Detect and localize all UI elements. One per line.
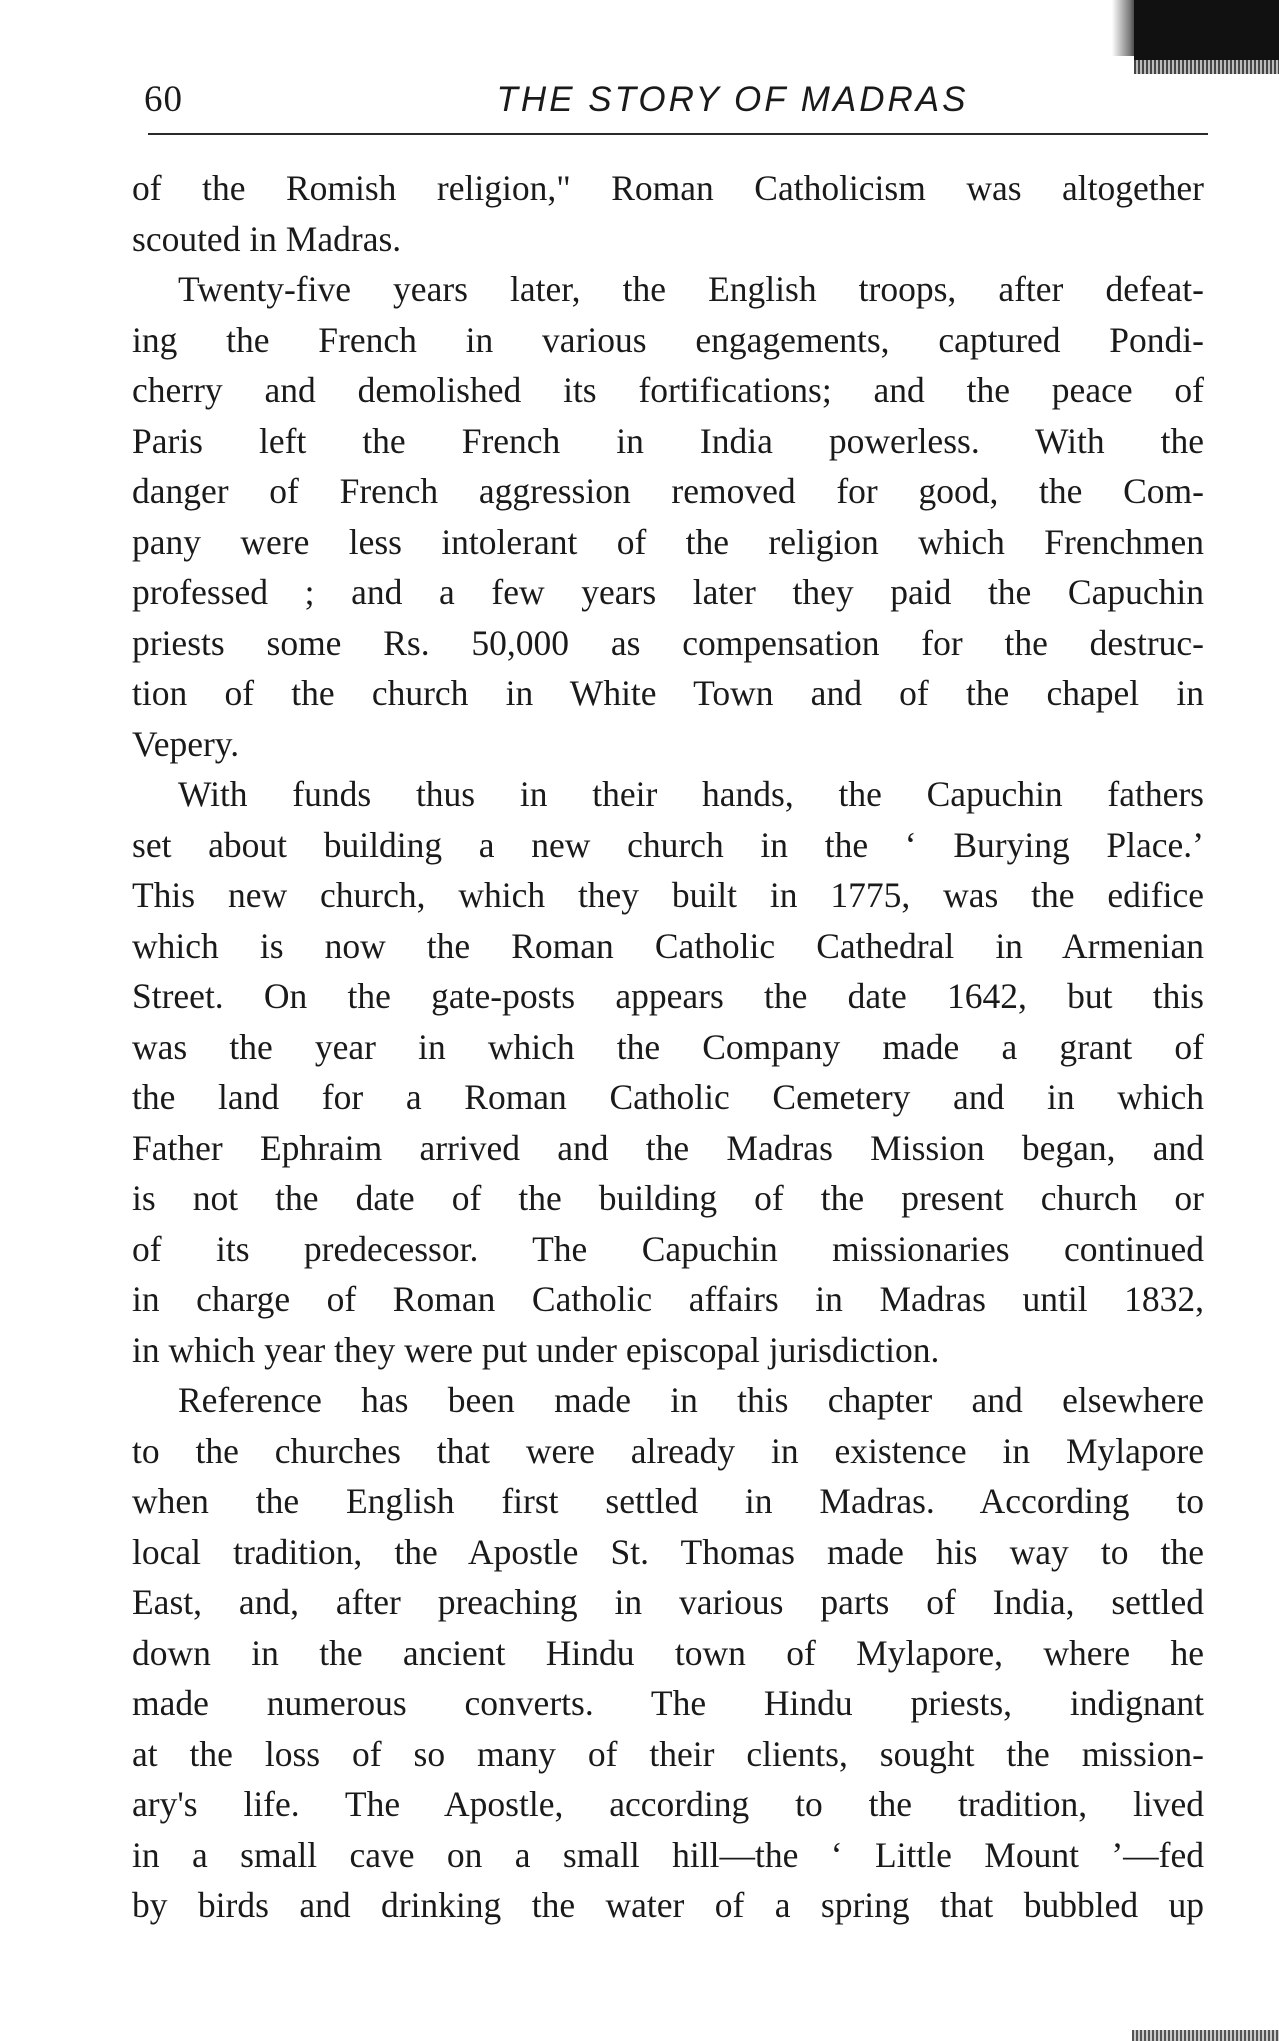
text-line: in which year they were put under episcopal jurisdiction. xyxy=(132,1329,940,1370)
text-line: pany were less intolerant of the religion which Frenchmen xyxy=(132,521,1204,562)
running-title: THE STORY OF MADRAS xyxy=(496,80,969,119)
text-line: local tradition, the Apostle St. Thomas made his way to the xyxy=(132,1531,1204,1572)
body-text xyxy=(132,163,1204,1931)
text-line: This new church, which they built in 1775, was the edifice xyxy=(132,875,1204,915)
text-line: With funds thus in their hands, the Capuchin fathers xyxy=(178,774,1204,814)
text-line: danger of French aggression removed for good, the Com- xyxy=(132,471,1204,511)
text-line: of the Romish religion," Roman Catholicism was altogether xyxy=(132,168,1204,208)
text-line: ing the French in various engagements, captured Pondi- xyxy=(132,319,1204,360)
text-line: down in the ancient Hindu town of Mylapore, where he xyxy=(132,1632,1204,1673)
text-line: set about building a new church in the ‘ Burying Place.’ xyxy=(132,824,1204,865)
text-line: Paris left the French in India powerless. With the xyxy=(132,420,1204,461)
text-line: tion of the church in White Town and of the chapel in xyxy=(132,673,1204,713)
text-line: professed ; and a few years later they paid the Capuchin xyxy=(132,572,1204,612)
text-line: Reference has been made in this chapter and elsewhere xyxy=(178,1380,1204,1420)
text-line: in charge of Roman Catholic affairs in Madras until 1832, xyxy=(132,1279,1204,1319)
text-line: cherry and demolished its fortifications; and the peace of xyxy=(132,370,1204,410)
text-line: is not the date of the building of the present church or xyxy=(132,1178,1204,1218)
text-line: the land for a Roman Catholic Cemetery and in which xyxy=(132,1077,1204,1117)
text-line: at the loss of so many of their clients, sought the mission- xyxy=(132,1733,1204,1774)
page-number: 60 xyxy=(144,79,183,120)
text-line: which is now the Roman Catholic Cathedral in Armenian xyxy=(132,925,1204,966)
header-rule xyxy=(148,133,1208,135)
text-line: Twenty-five years later, the English troops, after defeat- xyxy=(178,269,1204,309)
text-line: when the English first settled in Madras. According to xyxy=(132,1481,1204,1521)
text-line: of its predecessor. The Capuchin missionaries continued xyxy=(132,1228,1204,1269)
text-line: was the year in which the Company made a grant of xyxy=(132,1026,1204,1067)
text-line: in a small cave on a small hill—the ‘ Little Mount ’—fed xyxy=(132,1834,1204,1875)
text-line: to the churches that were already in existence in Mylapore xyxy=(132,1430,1204,1471)
text-line: Father Ephraim arrived and the Madras Mission began, and xyxy=(132,1127,1204,1168)
text-line: made numerous converts. The Hindu priests, indignant xyxy=(132,1683,1204,1723)
page-header xyxy=(140,70,1205,130)
scan-artifact xyxy=(1132,2030,1279,2041)
text-line: scouted in Madras. xyxy=(132,218,402,259)
text-line: Street. On the gate-posts appears the date 1642, but this xyxy=(132,976,1204,1016)
text-line: ary's life. The Apostle, according to the tradition, lived xyxy=(132,1784,1204,1824)
text-line: Vepery. xyxy=(132,723,240,764)
text-line: East, and, after preaching in various parts of India, settled xyxy=(132,1582,1204,1622)
text-line: by birds and drinking the water of a spring that bubbled up xyxy=(132,1885,1204,1925)
text-line: priests some Rs. 50,000 as compensation for the destruc- xyxy=(132,622,1204,663)
